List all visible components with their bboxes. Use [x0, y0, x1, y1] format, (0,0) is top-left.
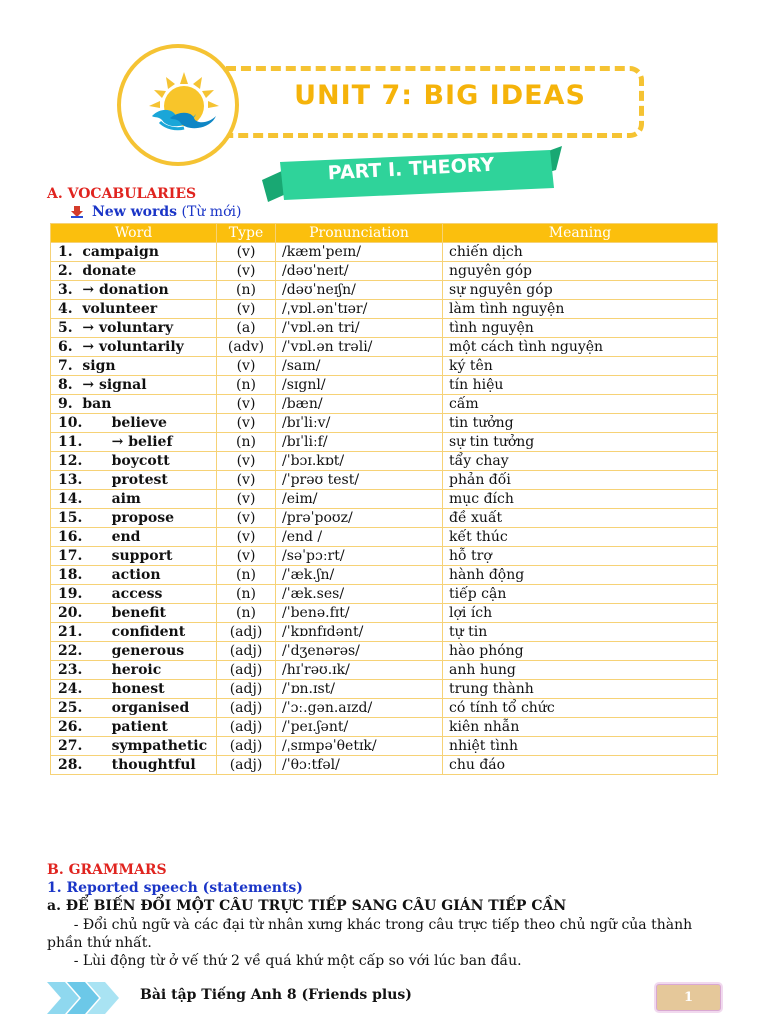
type-cell: (adj) — [217, 642, 276, 661]
word-cell: 7. sign — [51, 357, 217, 376]
type-cell: (v) — [217, 471, 276, 490]
table-row — [51, 395, 718, 414]
type-cell: (v) — [217, 490, 276, 509]
word-cell: 8. → signal — [51, 376, 217, 395]
table-row — [51, 376, 718, 395]
word-cell: 23. heroic — [51, 661, 217, 680]
grammar-paragraph-1-line-2: phần thứ nhất. — [47, 935, 152, 951]
pronunciation-cell: /kæmˈpeɪn/ — [276, 243, 443, 262]
meaning-cell: anh hung — [443, 661, 718, 680]
table-row — [51, 262, 718, 281]
pronunciation-cell: /hɪˈrəʊ.ɪk/ — [276, 661, 443, 680]
type-cell: (n) — [217, 281, 276, 300]
new-words-heading — [70, 204, 241, 220]
type-cell: (v) — [217, 243, 276, 262]
word-cell: 2. donate — [51, 262, 217, 281]
meaning-cell: chiến dịch — [443, 243, 718, 262]
pronunciation-cell: /prəˈpoʊz/ — [276, 509, 443, 528]
type-cell: (adj) — [217, 718, 276, 737]
word-cell: 26. patient — [51, 718, 217, 737]
meaning-cell: sự nguyên góp — [443, 281, 718, 300]
pronunciation-cell: /bɪˈliːv/ — [276, 414, 443, 433]
word-cell: 11. → belief — [51, 433, 217, 452]
meaning-cell: ký tên — [443, 357, 718, 376]
word-cell: 14. aim — [51, 490, 217, 509]
meaning-cell: tự tin — [443, 623, 718, 642]
pronunciation-cell: /ˈbɔɪ.kɒt/ — [276, 452, 443, 471]
header-type: Type — [217, 224, 276, 243]
table-row — [51, 357, 718, 376]
word-cell: 16. end — [51, 528, 217, 547]
table-row — [51, 281, 718, 300]
pronunciation-cell: /bæn/ — [276, 395, 443, 414]
type-cell: (adj) — [217, 623, 276, 642]
word-cell: 4. volunteer — [51, 300, 217, 319]
word-cell: 15. propose — [51, 509, 217, 528]
table-row — [51, 509, 718, 528]
table-row — [51, 642, 718, 661]
type-cell: (v) — [217, 357, 276, 376]
word-cell: 21. confident — [51, 623, 217, 642]
meaning-cell: hành động — [443, 566, 718, 585]
meaning-cell: lợi ích — [443, 604, 718, 623]
table-row — [51, 433, 718, 452]
table-row — [51, 319, 718, 338]
word-cell: 1. campaign — [51, 243, 217, 262]
table-row — [51, 490, 718, 509]
table-row — [51, 699, 718, 718]
type-cell: (adj) — [217, 756, 276, 775]
pronunciation-cell: /ˈɔː.gən.aɪzd/ — [276, 699, 443, 718]
type-cell: (v) — [217, 300, 276, 319]
arrow-down-icon — [70, 206, 84, 218]
pronunciation-cell: /ˈvɒl.ən trəli/ — [276, 338, 443, 357]
pronunciation-cell: /ˈɒn.ɪst/ — [276, 680, 443, 699]
table-row — [51, 414, 718, 433]
footer-book-title: Bài tập Tiếng Anh 8 (Friends plus) — [140, 987, 412, 1003]
meaning-cell: mục đích — [443, 490, 718, 509]
table-header-row — [51, 224, 718, 243]
header-pronunciation: Pronunciation — [276, 224, 443, 243]
table-row — [51, 547, 718, 566]
table-row — [51, 338, 718, 357]
type-cell: (adj) — [217, 699, 276, 718]
meaning-cell: một cách tình nguyện — [443, 338, 718, 357]
pronunciation-cell: /ˈvɒl.ən tri/ — [276, 319, 443, 338]
word-cell: 24. honest — [51, 680, 217, 699]
section-a-title: A. VOCABULARIES — [47, 186, 197, 202]
word-cell: 20. benefit — [51, 604, 217, 623]
meaning-cell: trung thành — [443, 680, 718, 699]
pronunciation-cell: /ˈkɒnfɪdənt/ — [276, 623, 443, 642]
vocabulary-table — [50, 223, 718, 775]
type-cell: (n) — [217, 376, 276, 395]
table-row — [51, 623, 718, 642]
meaning-cell: đề xuất — [443, 509, 718, 528]
grammar-subtitle-1: 1. Reported speech (statements) — [47, 880, 303, 896]
pronunciation-cell: /ˈæk.ses/ — [276, 585, 443, 604]
type-cell: (a) — [217, 319, 276, 338]
type-cell: (n) — [217, 604, 276, 623]
type-cell: (v) — [217, 414, 276, 433]
meaning-cell: nguyên góp — [443, 262, 718, 281]
pronunciation-cell: /ˌvɒl.ənˈtɪər/ — [276, 300, 443, 319]
pronunciation-cell: /dəʊˈneɪʃn/ — [276, 281, 443, 300]
pronunciation-cell: /ˌsɪmpəˈθetɪk/ — [276, 737, 443, 756]
table-row — [51, 528, 718, 547]
type-cell: (adj) — [217, 661, 276, 680]
meaning-cell: chu đáo — [443, 756, 718, 775]
pronunciation-cell: /dəʊˈneɪt/ — [276, 262, 443, 281]
pronunciation-cell: /ˈbenə.fɪt/ — [276, 604, 443, 623]
type-cell: (n) — [217, 585, 276, 604]
meaning-cell: kiên nhẫn — [443, 718, 718, 737]
table-row — [51, 661, 718, 680]
pronunciation-cell: /eim/ — [276, 490, 443, 509]
table-row — [51, 718, 718, 737]
header-word: Word — [51, 224, 217, 243]
chevron-decoration-icon — [47, 982, 125, 1014]
word-cell: 18. action — [51, 566, 217, 585]
word-cell: 5. → voluntary — [51, 319, 217, 338]
table-row — [51, 471, 718, 490]
pronunciation-cell: /end / — [276, 528, 443, 547]
word-cell: 25. organised — [51, 699, 217, 718]
meaning-cell: tiếp cận — [443, 585, 718, 604]
type-cell: (v) — [217, 395, 276, 414]
type-cell: (n) — [217, 566, 276, 585]
pronunciation-cell: /ˈθɔːtfəl/ — [276, 756, 443, 775]
pronunciation-cell: /ˈpeɪ.ʃənt/ — [276, 718, 443, 737]
table-row — [51, 680, 718, 699]
table-row — [51, 452, 718, 471]
meaning-cell: phản đối — [443, 471, 718, 490]
meaning-cell: nhiệt tình — [443, 737, 718, 756]
meaning-cell: tình nguyện — [443, 319, 718, 338]
grammar-paragraph-2: - Lùi động từ ở vế thứ 2 về quá khứ một cấp so với lúc ban đầu. — [47, 953, 522, 969]
word-cell: 6. → voluntarily — [51, 338, 217, 357]
pronunciation-cell: /ˈæk.ʃn/ — [276, 566, 443, 585]
type-cell: (adv) — [217, 338, 276, 357]
type-cell: (v) — [217, 528, 276, 547]
word-cell: 12. boycott — [51, 452, 217, 471]
meaning-cell: có tính tổ chức — [443, 699, 718, 718]
table-row — [51, 585, 718, 604]
table-row — [51, 737, 718, 756]
table-row — [51, 300, 718, 319]
word-cell: 13. protest — [51, 471, 217, 490]
grammar-paragraph-1-line-1: - Đổi chủ ngữ và các đại từ nhân xưng khác trong câu trực tiếp theo chủ ngữ của thành — [47, 917, 693, 933]
grammar-subtitle-a: a. ĐỂ BIẾN ĐỔI MỘT CÂU TRỰC TIẾP SANG CÂU GIÁN TIẾP CẦN — [47, 898, 567, 914]
part-title: PART I. THEORY — [327, 153, 495, 185]
meaning-cell: tin tưởng — [443, 414, 718, 433]
word-cell: 3. → donation — [51, 281, 217, 300]
pronunciation-cell: /sɪgnl/ — [276, 376, 443, 395]
type-cell: (n) — [217, 433, 276, 452]
type-cell: (v) — [217, 547, 276, 566]
table-row — [51, 604, 718, 623]
type-cell: (v) — [217, 509, 276, 528]
word-cell: 28. thoughtful — [51, 756, 217, 775]
meaning-cell: hỗ trợ — [443, 547, 718, 566]
word-cell: 19. access — [51, 585, 217, 604]
meaning-cell: hào phóng — [443, 642, 718, 661]
page-number: 1 — [656, 984, 721, 1011]
word-cell: 17. support — [51, 547, 217, 566]
type-cell: (v) — [217, 262, 276, 281]
meaning-cell: tẩy chay — [443, 452, 718, 471]
meaning-cell: sự tin tưởng — [443, 433, 718, 452]
pronunciation-cell: /bɪˈliːf/ — [276, 433, 443, 452]
pronunciation-cell: /səˈpɔːrt/ — [276, 547, 443, 566]
unit-title: UNIT 7: BIG IDEAS — [294, 80, 586, 111]
meaning-cell: kết thúc — [443, 528, 718, 547]
pronunciation-cell: /ˈprəʊ test/ — [276, 471, 443, 490]
table-row — [51, 243, 718, 262]
type-cell: (adj) — [217, 680, 276, 699]
table-row — [51, 756, 718, 775]
meaning-cell: cấm — [443, 395, 718, 414]
word-cell: 10. believe — [51, 414, 217, 433]
table-row — [51, 566, 718, 585]
meaning-cell: tín hiệu — [443, 376, 718, 395]
new-words-label: New words — [92, 204, 178, 220]
word-cell: 22. generous — [51, 642, 217, 661]
new-words-sub: (Từ mới) — [181, 204, 242, 220]
meaning-cell: làm tình nguyện — [443, 300, 718, 319]
header-meaning: Meaning — [443, 224, 718, 243]
section-b-title: B. GRAMMARS — [47, 862, 167, 878]
type-cell: (v) — [217, 452, 276, 471]
pronunciation-cell: /saɪn/ — [276, 357, 443, 376]
word-cell: 27. sympathetic — [51, 737, 217, 756]
word-cell: 9. ban — [51, 395, 217, 414]
pronunciation-cell: /ˈdʒenərəs/ — [276, 642, 443, 661]
type-cell: (adj) — [217, 737, 276, 756]
sun-wave-icon — [146, 70, 222, 136]
